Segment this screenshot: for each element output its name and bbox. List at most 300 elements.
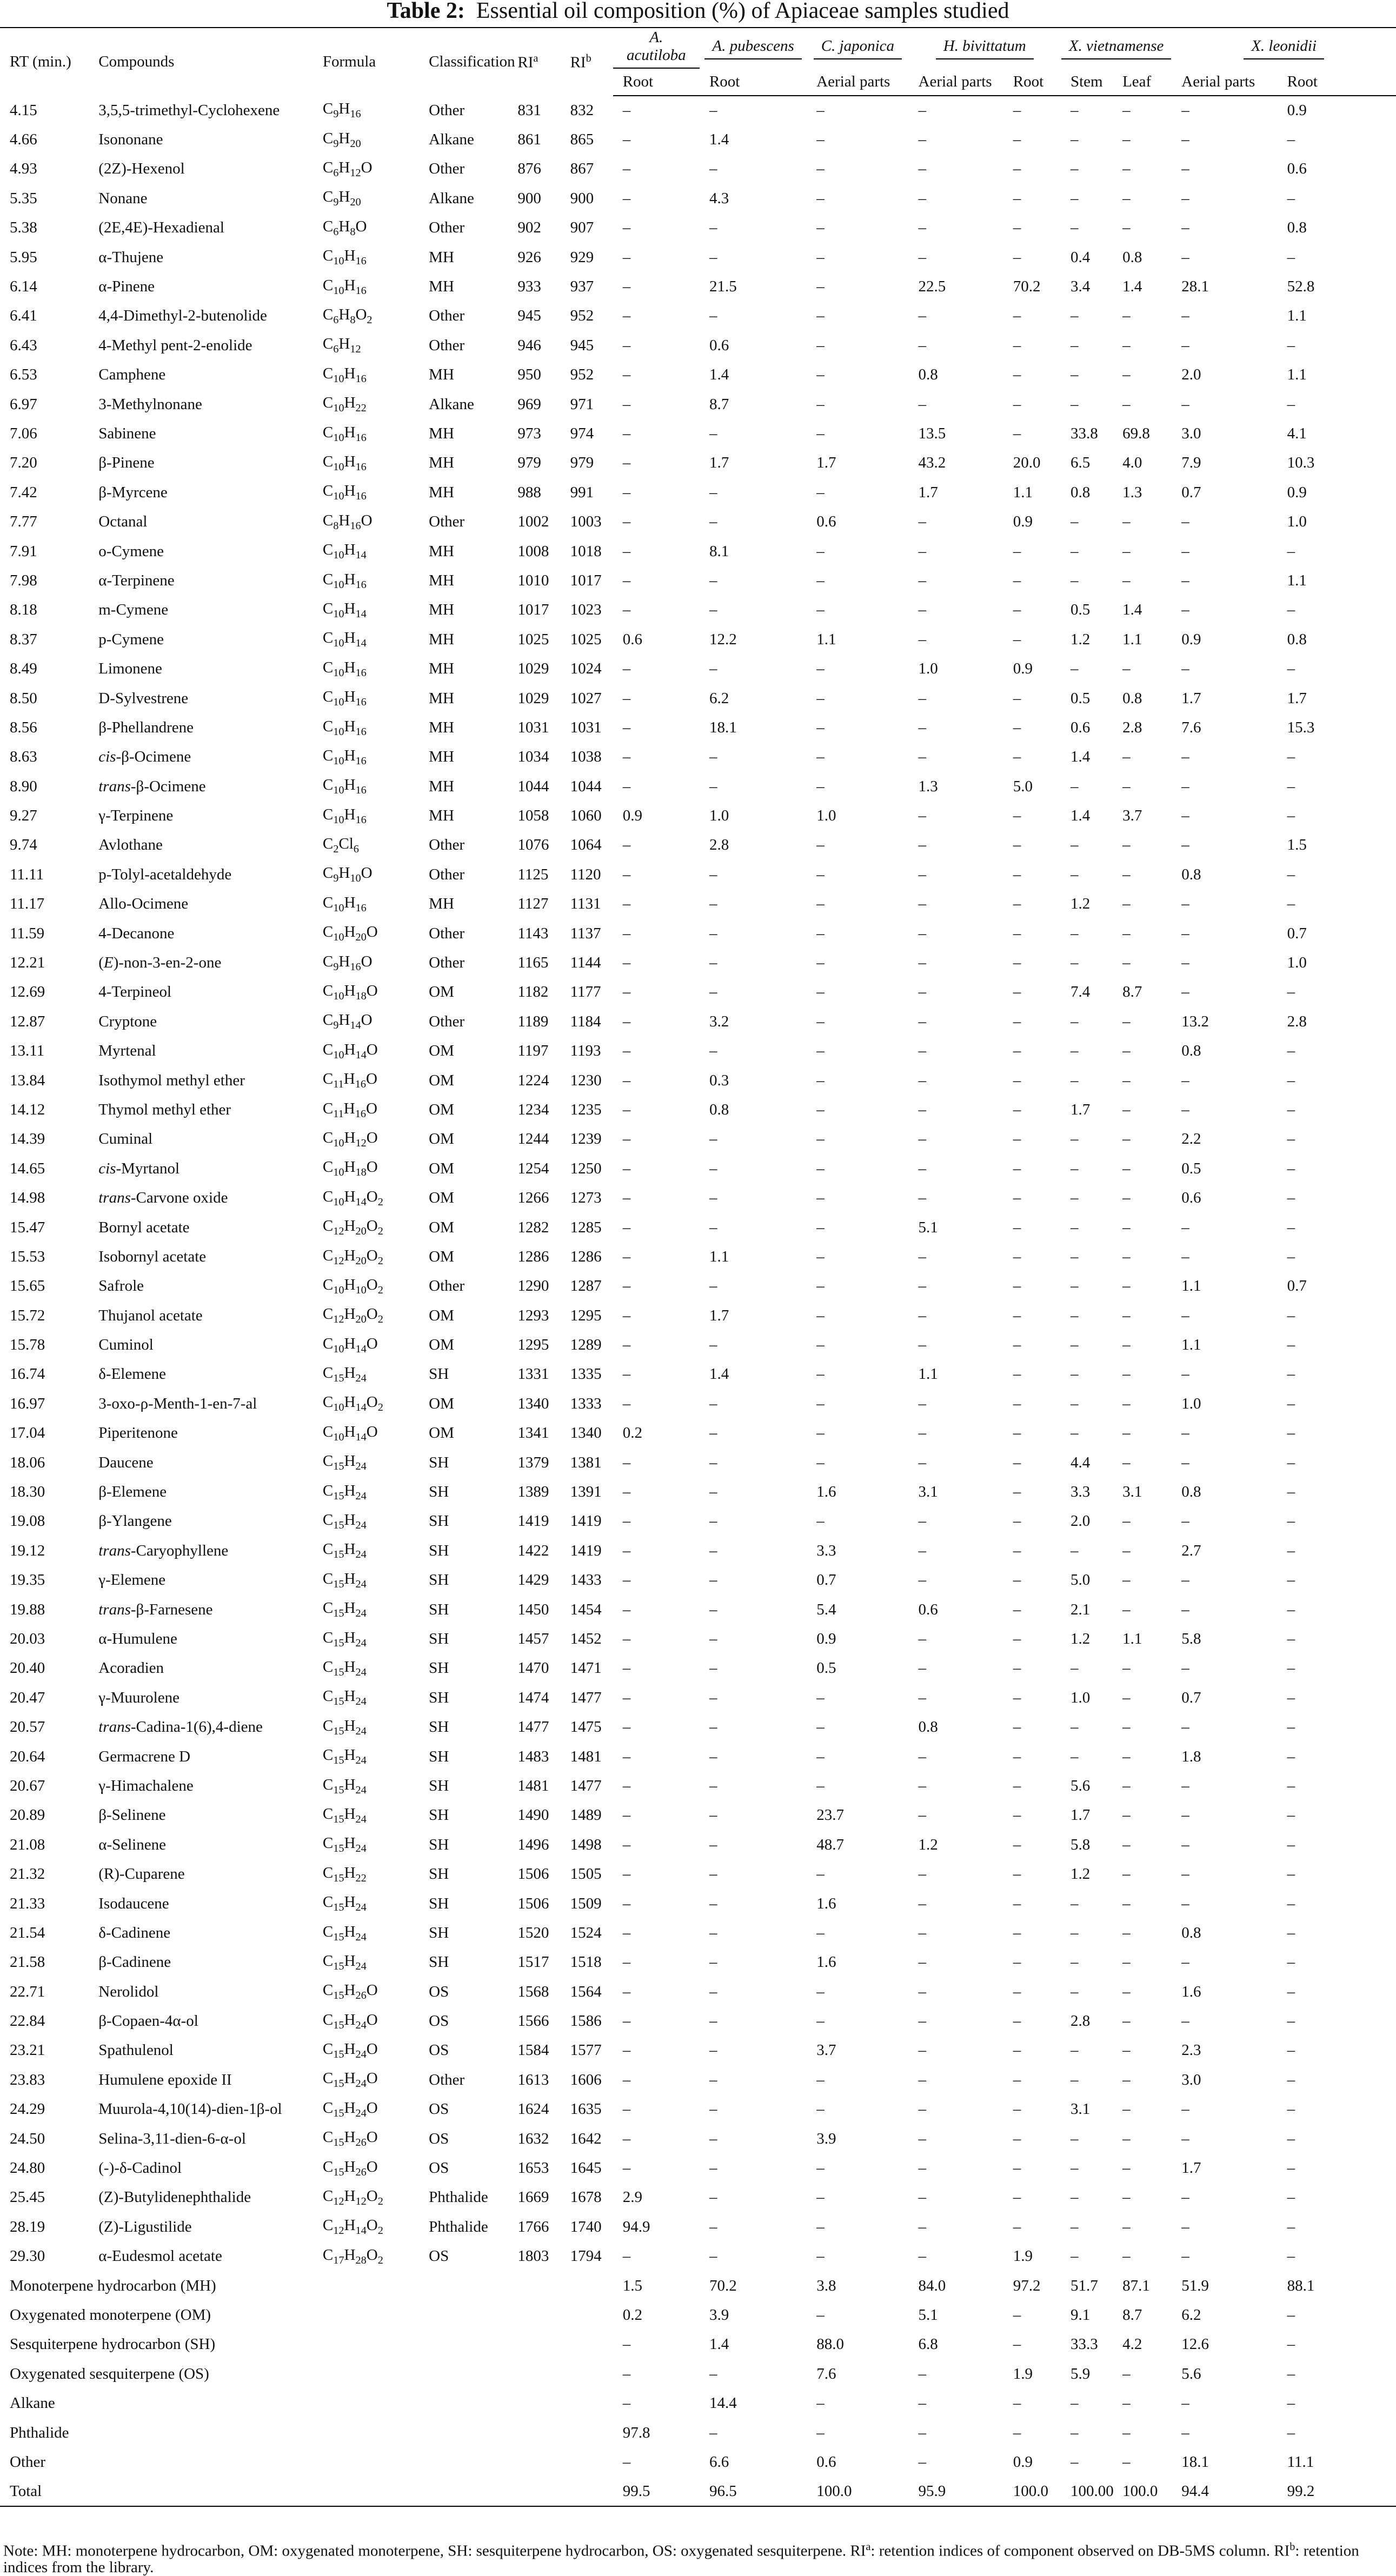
- cell-x-leonidii-root: –: [1287, 660, 1295, 678]
- cell-ri-observed: 1490: [517, 1806, 549, 1824]
- compound-row: [0, 1419, 1396, 1448]
- cell-compound: Isothymol methyl ether: [98, 1071, 245, 1089]
- cell-h-bivittatum-root: –: [1013, 1894, 1021, 1912]
- cell-x-vietnamense-leaf: 4.0: [1122, 454, 1142, 472]
- cell-x-vietnamense-leaf: –: [1122, 954, 1131, 972]
- cell-formula: $C_{15}H_{24}$: [322, 1834, 367, 1855]
- cell-ri-observed: 1566: [517, 2012, 549, 2030]
- cell-a-pubescens-root: –: [709, 160, 717, 178]
- cell-ri-observed: 1266: [517, 1189, 549, 1207]
- cell-x-leonidii-aerial: 0.7: [1181, 1689, 1201, 1706]
- cell-ri-observed: 831: [517, 101, 541, 119]
- cell-c-japonica-aerial: –: [816, 1983, 825, 2000]
- cell-c-japonica-aerial: –: [816, 424, 825, 442]
- summary-cell-h-bivittatum-root: 100.0: [1003, 2477, 1061, 2506]
- compound-row: [0, 684, 1396, 713]
- cell-h-bivittatum-root: –: [1013, 1483, 1021, 1501]
- compound-row: [0, 1859, 1396, 1888]
- cell-rt: 6.14: [10, 278, 37, 296]
- cell-x-vietnamense-stem: 4.4: [1070, 1453, 1091, 1471]
- cell-ri-observed: 1044: [517, 777, 549, 795]
- cell-a-acutiloba-root: –: [622, 1777, 631, 1794]
- cell-h-bivittatum-aerial: 43.2: [918, 454, 946, 472]
- cell-classification: SH: [429, 1718, 449, 1736]
- cell-x-vietnamense-leaf: –: [1122, 865, 1131, 883]
- cell-compound: β-Selinene: [98, 1806, 166, 1824]
- cell-h-bivittatum-root: –: [1013, 1541, 1021, 1559]
- cell-c-japonica-aerial: –: [816, 1747, 825, 1765]
- cell-classification: OM: [429, 1394, 454, 1412]
- cell-a-acutiloba-root: –: [622, 1836, 631, 1853]
- cell-x-leonidii-root: –: [1287, 542, 1295, 560]
- cell-x-leonidii-root: –: [1287, 1100, 1295, 1118]
- cell-a-pubescens-root: –: [709, 1512, 717, 1530]
- cell-ri-library: 1235: [570, 1100, 602, 1118]
- cell-formula: $C_6H_{12}O$: [322, 159, 373, 179]
- cell-a-acutiloba-root: –: [622, 424, 631, 442]
- cell-h-bivittatum-aerial: –: [918, 1247, 927, 1265]
- compound-row: [0, 1242, 1396, 1271]
- cell-h-bivittatum-root: –: [1013, 248, 1021, 266]
- cell-a-pubescens-root: –: [709, 983, 717, 1001]
- cell-classification: SH: [429, 1600, 449, 1618]
- cell-a-acutiloba-root: –: [622, 1012, 631, 1030]
- cell-h-bivittatum-aerial: –: [918, 1130, 927, 1148]
- cell-classification: OS: [429, 1983, 449, 2000]
- cell-h-bivittatum-root: –: [1013, 2100, 1021, 2118]
- cell-h-bivittatum-root: –: [1013, 1130, 1021, 1148]
- cell-a-acutiloba-root: 2.9: [622, 2188, 642, 2206]
- cell-a-acutiloba-root: –: [622, 1189, 631, 1207]
- cell-formula: $C_{15}H_{24}O$: [322, 2011, 378, 2031]
- cell-x-vietnamense-leaf: –: [1122, 777, 1131, 795]
- cell-x-leonidii-aerial: –: [1181, 248, 1189, 266]
- summary-cell-x-leonidii-root: 99.2: [1278, 2477, 1396, 2506]
- cell-a-pubescens-root: –: [709, 2130, 717, 2147]
- cell-a-pubescens-root: 21.5: [709, 278, 737, 296]
- cell-h-bivittatum-root: 70.2: [1013, 278, 1041, 296]
- cell-compound: (Z)-Butylidenephthalide: [98, 2188, 251, 2206]
- cell-formula: $C_{10}H_{14}O_2$: [322, 1393, 383, 1414]
- cell-x-leonidii-root: –: [1287, 983, 1295, 1001]
- cell-x-vietnamense-stem: –: [1070, 1159, 1079, 1177]
- summary-cell-x-vietnamense-stem: 51.7: [1070, 2277, 1098, 2294]
- cell-c-japonica-aerial: –: [816, 1277, 825, 1295]
- cell-rt: 21.08: [10, 1836, 45, 1853]
- cell-ri-library: 952: [570, 366, 594, 384]
- cell-h-bivittatum-root: –: [1013, 1953, 1021, 1971]
- cell-x-vietnamense-stem: 0.8: [1070, 483, 1091, 501]
- cell-c-japonica-aerial: –: [816, 542, 825, 560]
- cell-h-bivittatum-aerial: –: [918, 1659, 927, 1677]
- cell-h-bivittatum-root: –: [1013, 2218, 1021, 2235]
- cell-h-bivittatum-aerial: –: [918, 836, 927, 854]
- cell-formula: $C_{15}H_{24}$: [322, 1364, 367, 1384]
- cell-formula: $C_9H_{14}O$: [322, 1011, 373, 1032]
- cell-ri-library: 1678: [570, 2188, 602, 2206]
- cell-formula: $C_{15}H_{26}O$: [322, 1981, 378, 2002]
- cell-formula: $C_{10}H_{14}O$: [322, 1334, 378, 1355]
- cell-a-pubescens-root: –: [709, 2041, 717, 2059]
- cell-a-acutiloba-root: –: [622, 924, 631, 942]
- cell-a-acutiloba-root: –: [622, 307, 631, 325]
- cell-classification: MH: [429, 248, 454, 266]
- cell-a-acutiloba-root: –: [622, 1512, 631, 1530]
- cell-ri-observed: 1496: [517, 1836, 549, 1853]
- cell-compound: β-Myrcene: [98, 483, 168, 501]
- cell-c-japonica-aerial: –: [816, 1336, 825, 1354]
- cell-c-japonica-aerial: –: [816, 1689, 825, 1706]
- cell-x-leonidii-root: –: [1287, 1512, 1295, 1530]
- cell-h-bivittatum-root: –: [1013, 1630, 1021, 1647]
- compound-row: [0, 948, 1396, 977]
- cell-x-leonidii-root: –: [1287, 2100, 1295, 2118]
- cell-classification: OM: [429, 1336, 454, 1354]
- cell-x-leonidii-aerial: –: [1181, 1836, 1189, 1853]
- cell-compound: β-Ylangene: [98, 1512, 172, 1530]
- cell-a-acutiloba-root: –: [622, 1953, 631, 1971]
- compound-row: [0, 1889, 1396, 1918]
- cell-c-japonica-aerial: –: [816, 2071, 825, 2088]
- cell-h-bivittatum-root: –: [1013, 1659, 1021, 1677]
- cell-h-bivittatum-root: 1.1: [1013, 483, 1033, 501]
- cell-a-acutiloba-root: –: [622, 1071, 631, 1089]
- cell-rt: 23.83: [10, 2071, 45, 2088]
- cell-h-bivittatum-aerial: –: [918, 1424, 927, 1442]
- cell-rt: 8.49: [10, 660, 37, 678]
- cell-c-japonica-aerial: 1.7: [816, 454, 836, 472]
- cell-x-vietnamense-stem: –: [1070, 2071, 1079, 2088]
- cell-a-pubescens-root: 4.3: [709, 189, 729, 207]
- summary-cell-x-vietnamense-leaf: –: [1122, 2365, 1131, 2383]
- cell-classification: SH: [429, 1894, 449, 1912]
- cell-x-leonidii-root: 0.7: [1287, 1277, 1307, 1295]
- cell-a-pubescens-root: –: [709, 1394, 717, 1412]
- cell-a-acutiloba-root: –: [622, 2130, 631, 2147]
- cell-h-bivittatum-root: –: [1013, 954, 1021, 972]
- cell-ri-library: 1038: [570, 748, 602, 766]
- cell-h-bivittatum-root: –: [1013, 1806, 1021, 1824]
- cell-h-bivittatum-aerial: 5.1: [918, 1218, 938, 1236]
- summary-cell-h-bivittatum-root: –: [1013, 2394, 1021, 2412]
- cell-x-vietnamense-leaf: –: [1122, 1071, 1131, 1089]
- cell-x-vietnamense-leaf: –: [1122, 1277, 1131, 1295]
- cell-a-pubescens-root: 1.7: [709, 454, 729, 472]
- compound-row: [0, 1448, 1396, 1477]
- cell-h-bivittatum-aerial: –: [918, 718, 927, 736]
- cell-h-bivittatum-aerial: –: [918, 1394, 927, 1412]
- cell-x-vietnamense-leaf: –: [1122, 1512, 1131, 1530]
- cell-compound: 3-oxo-ρ-Menth-1-en-7-al: [98, 1394, 257, 1412]
- cell-compound: β-Cadinene: [98, 1953, 171, 1971]
- cell-a-pubescens-root: –: [709, 1336, 717, 1354]
- cell-classification: MH: [429, 777, 454, 795]
- cell-ri-library: 991: [570, 483, 594, 501]
- compound-row: [0, 1771, 1396, 1800]
- cell-ri-library: 929: [570, 248, 594, 266]
- cell-x-leonidii-aerial: 0.8: [1181, 1924, 1201, 1941]
- compound-row: [0, 1272, 1396, 1301]
- cell-classification: Other: [429, 336, 465, 354]
- summary-cell-x-leonidii-root: –: [1287, 2394, 1295, 2412]
- cell-ri-observed: 1189: [517, 1012, 549, 1030]
- cell-compound: δ-Elemene: [98, 1365, 167, 1383]
- cell-x-leonidii-root: –: [1287, 2218, 1295, 2235]
- summary-cell-a-acutiloba-root: 0.2: [622, 2306, 642, 2324]
- compound-row: [0, 1183, 1396, 1212]
- header-ri-library-text: RI: [570, 54, 586, 71]
- summary-cell-a-pubescens-root: 70.2: [709, 2277, 737, 2294]
- cell-h-bivittatum-root: –: [1013, 2041, 1021, 2059]
- cell-rt: 25.45: [10, 2188, 45, 2206]
- cell-ri-observed: 926: [517, 248, 541, 266]
- cell-formula: $C_{15}H_{24}$: [322, 1570, 367, 1590]
- cell-c-japonica-aerial: –: [816, 1218, 825, 1236]
- cell-x-leonidii-root: –: [1287, 2247, 1295, 2265]
- cell-x-leonidii-aerial: –: [1181, 160, 1189, 178]
- cell-x-leonidii-root: –: [1287, 748, 1295, 766]
- cell-classification: SH: [429, 1453, 449, 1471]
- cell-x-vietnamense-leaf: 2.8: [1122, 718, 1142, 736]
- cell-classification: MH: [429, 366, 454, 384]
- cell-rt: 6.41: [10, 307, 37, 325]
- cell-ri-library: 1031: [570, 718, 602, 736]
- cell-rt: 15.65: [10, 1277, 45, 1295]
- cell-classification: Other: [429, 865, 465, 883]
- cell-compound: γ-Muurolene: [98, 1689, 180, 1706]
- cell-ri-library: 1477: [570, 1777, 602, 1794]
- cell-classification: SH: [429, 1836, 449, 1853]
- cell-formula: $C_6H_8O$: [322, 217, 367, 238]
- summary-cell-a-pubescens-root: –: [709, 2365, 717, 2383]
- cell-x-vietnamense-stem: –: [1070, 1277, 1079, 1295]
- cell-ri-observed: 1517: [517, 1953, 549, 1971]
- cell-c-japonica-aerial: 1.1: [816, 630, 836, 648]
- cell-x-leonidii-aerial: –: [1181, 189, 1189, 207]
- cell-a-pubescens-root: –: [709, 1042, 717, 1060]
- cell-h-bivittatum-root: –: [1013, 102, 1021, 119]
- cell-compound: Camphene: [98, 366, 166, 384]
- cell-x-leonidii-root: –: [1287, 1394, 1295, 1412]
- summary-cell-a-acutiloba-root: –: [622, 2365, 631, 2383]
- cell-formula: $C_{15}H_{24}$: [322, 1923, 367, 1943]
- cell-x-leonidii-root: –: [1287, 1071, 1295, 1089]
- cell-a-acutiloba-root: 0.2: [622, 1424, 642, 1442]
- cell-c-japonica-aerial: –: [816, 895, 825, 913]
- cell-x-vietnamense-stem: –: [1070, 307, 1079, 325]
- cell-formula: $C_{12}H_{20}O_2$: [322, 1217, 383, 1237]
- cell-c-japonica-aerial: –: [816, 718, 825, 736]
- summary-cell-h-bivittatum-aerial: –: [918, 2424, 927, 2441]
- cell-classification: Alkane: [429, 131, 474, 149]
- cell-x-vietnamense-leaf: –: [1122, 1336, 1131, 1354]
- cell-a-pubescens-root: –: [709, 102, 717, 119]
- cell-a-acutiloba-root: –: [622, 1689, 631, 1706]
- cell-classification: MH: [429, 483, 454, 501]
- cell-formula: $C_{10}H_{14}O_2$: [322, 1187, 383, 1208]
- cell-a-pubescens-root: –: [709, 924, 717, 942]
- cell-x-leonidii-aerial: –: [1181, 2100, 1189, 2118]
- cell-rt: 14.98: [10, 1189, 45, 1207]
- cell-compound: Selina-3,11-dien-6-α-ol: [98, 2130, 246, 2147]
- compound-row: [0, 1301, 1396, 1330]
- cell-classification: SH: [429, 1777, 449, 1794]
- cell-compound: trans-Cadina-1(6),4-diene: [98, 1718, 263, 1736]
- cell-x-leonidii-root: 1.1: [1287, 307, 1307, 325]
- cell-classification: OM: [429, 1189, 454, 1207]
- cell-formula: $C_{10}H_{22}$: [322, 394, 367, 414]
- cell-ri-library: 1433: [570, 1571, 602, 1589]
- cell-formula: $C_{10}H_{10}O_2$: [322, 1276, 383, 1296]
- cell-formula: $C_{10}H_{16}$: [322, 570, 367, 591]
- part-header: Aerial parts: [807, 69, 908, 96]
- compound-row: [0, 1566, 1396, 1595]
- cell-a-pubescens-root: –: [709, 424, 717, 442]
- summary-cell-a-pubescens-root: 6.6: [709, 2453, 729, 2471]
- cell-h-bivittatum-root: –: [1013, 395, 1021, 413]
- cell-compound: 4-Terpineol: [98, 983, 172, 1001]
- cell-x-leonidii-root: 1.0: [1287, 513, 1307, 531]
- cell-rt: 9.74: [10, 836, 37, 854]
- cell-ri-observed: 946: [517, 336, 541, 354]
- cell-rt: 4.15: [10, 101, 37, 119]
- cell-x-vietnamense-leaf: –: [1122, 1806, 1131, 1824]
- cell-x-leonidii-aerial: –: [1181, 601, 1189, 619]
- cell-a-pubescens-root: –: [709, 1630, 717, 1647]
- cell-x-leonidii-aerial: –: [1181, 1424, 1189, 1442]
- summary-cell-c-japonica-aerial: –: [816, 2306, 825, 2324]
- cell-a-pubescens-root: –: [709, 1189, 717, 1207]
- cell-x-leonidii-aerial: –: [1181, 748, 1189, 766]
- cell-x-leonidii-root: –: [1287, 1130, 1295, 1148]
- cell-ri-observed: 1002: [517, 513, 549, 531]
- cell-classification: MH: [429, 718, 454, 736]
- cell-x-vietnamense-stem: –: [1070, 924, 1079, 942]
- cell-a-pubescens-root: –: [709, 248, 717, 266]
- cell-x-leonidii-aerial: 0.7: [1181, 483, 1201, 501]
- cell-x-leonidii-root: –: [1287, 865, 1295, 883]
- cell-rt: 22.71: [10, 1983, 45, 2000]
- cell-x-vietnamense-leaf: –: [1122, 1600, 1131, 1618]
- cell-formula: $C_{12}H_{20}O_2$: [322, 1246, 383, 1267]
- summary-cell-x-leonidii-aerial: –: [1181, 2424, 1189, 2441]
- compound-row: [0, 449, 1396, 478]
- species-name: A. pubescens: [704, 37, 801, 59]
- cell-x-vietnamense-leaf: –: [1122, 2100, 1131, 2118]
- cell-ri-library: 1239: [570, 1130, 602, 1148]
- cell-compound: Humulene epoxide II: [98, 2071, 232, 2088]
- cell-a-pubescens-root: –: [709, 2012, 717, 2030]
- cell-h-bivittatum-aerial: –: [918, 307, 927, 325]
- header-ri-observed: [508, 28, 560, 96]
- compound-row: [0, 2242, 1396, 2271]
- header-ri-observed-text: RI: [517, 54, 534, 71]
- compound-row: [0, 713, 1396, 742]
- cell-x-leonidii-aerial: 1.1: [1181, 1277, 1201, 1295]
- cell-a-pubescens-root: 6.2: [709, 689, 729, 707]
- cell-rt: 20.47: [10, 1689, 45, 1706]
- cell-rt: 21.32: [10, 1865, 45, 1883]
- cell-ri-library: 1024: [570, 660, 602, 678]
- cell-ri-library: 1564: [570, 1983, 602, 2000]
- cell-x-leonidii-root: –: [1287, 1777, 1295, 1794]
- cell-compound: D-Sylvestrene: [98, 689, 189, 707]
- cell-classification: OM: [429, 983, 454, 1001]
- cell-a-pubescens-root: 2.8: [709, 836, 729, 854]
- cell-h-bivittatum-aerial: –: [918, 748, 927, 766]
- cell-formula: $C_8H_{16}O$: [322, 511, 373, 532]
- cell-h-bivittatum-root: –: [1013, 1218, 1021, 1236]
- compound-row: [0, 2006, 1396, 2036]
- cell-formula: $C_{15}H_{24}$: [322, 1511, 367, 1531]
- cell-h-bivittatum-aerial: –: [918, 542, 927, 560]
- cell-compound: (E)-non-3-en-2-one: [98, 954, 222, 972]
- cell-classification: Other: [429, 954, 465, 972]
- cell-rt: 11.17: [10, 895, 45, 913]
- cell-compound: Avlothane: [98, 836, 163, 854]
- cell-x-leonidii-aerial: –: [1181, 660, 1189, 678]
- cell-x-leonidii-root: –: [1287, 2130, 1295, 2147]
- cell-ri-library: 1498: [570, 1836, 602, 1853]
- summary-row: [0, 2359, 1396, 2388]
- cell-x-leonidii-root: 0.7: [1287, 924, 1307, 942]
- cell-ri-observed: 1584: [517, 2041, 549, 2059]
- cell-ri-library: 1289: [570, 1336, 602, 1354]
- cell-x-leonidii-aerial: –: [1181, 836, 1189, 854]
- compound-row: [0, 566, 1396, 595]
- cell-x-leonidii-root: –: [1287, 1483, 1295, 1501]
- cell-a-pubescens-root: –: [709, 748, 717, 766]
- summary-cell-h-bivittatum-root: 97.2: [1013, 2277, 1041, 2294]
- cell-h-bivittatum-aerial: –: [918, 2100, 927, 2118]
- cell-rt: 29.30: [10, 2247, 45, 2265]
- compound-row: [0, 1330, 1396, 1359]
- cell-x-leonidii-aerial: 0.8: [1181, 1483, 1201, 1501]
- cell-rt: 12.69: [10, 983, 45, 1001]
- cell-ri-observed: 1127: [517, 895, 549, 913]
- cell-ri-observed: 1419: [517, 1512, 549, 1530]
- summary-cell-a-pubescens-root: –: [709, 2424, 717, 2441]
- cell-compound: β-Phellandrene: [98, 718, 194, 736]
- cell-a-acutiloba-root: –: [622, 248, 631, 266]
- cell-compound: 4-Methyl pent-2-enolide: [98, 336, 252, 354]
- cell-compound: o-Cymene: [98, 542, 164, 560]
- cell-a-pubescens-root: –: [709, 2247, 717, 2265]
- cell-compound: (-)-δ-Cadinol: [98, 2159, 182, 2177]
- cell-x-leonidii-root: 1.7: [1287, 689, 1307, 707]
- cell-x-vietnamense-leaf: –: [1122, 1777, 1131, 1794]
- species-header: [1172, 28, 1396, 69]
- note-sup-a: a: [866, 2541, 871, 2553]
- cell-x-vietnamense-leaf: 0.8: [1122, 689, 1142, 707]
- cell-h-bivittatum-root: –: [1013, 2071, 1021, 2088]
- cell-h-bivittatum-aerial: –: [918, 954, 927, 972]
- cell-x-vietnamense-stem: –: [1070, 954, 1079, 972]
- cell-x-leonidii-root: 2.8: [1287, 1012, 1307, 1030]
- cell-rt: 18.06: [10, 1453, 45, 1471]
- cell-classification: MH: [429, 542, 454, 560]
- cell-c-japonica-aerial: –: [816, 1453, 825, 1471]
- cell-ri-observed: 1632: [517, 2130, 549, 2147]
- cell-ri-observed: 1470: [517, 1659, 549, 1677]
- cell-x-leonidii-aerial: –: [1181, 1218, 1189, 1236]
- cell-x-vietnamense-stem: 7.4: [1070, 983, 1091, 1001]
- cell-h-bivittatum-aerial: –: [918, 2159, 927, 2177]
- cell-a-acutiloba-root: –: [622, 1130, 631, 1148]
- cell-x-leonidii-root: –: [1287, 1983, 1295, 2000]
- cell-ri-observed: 1025: [517, 630, 549, 648]
- cell-compound: Thujanol acetate: [98, 1306, 203, 1324]
